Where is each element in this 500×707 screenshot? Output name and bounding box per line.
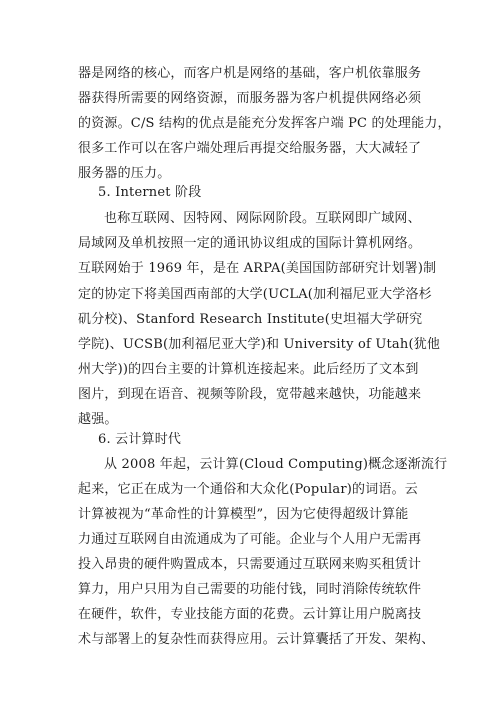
section-heading: 6. 云计算时代	[98, 432, 182, 447]
paragraph-line: 计算被视为“革命性的计算模型”，因为它使得超级计算能	[78, 507, 409, 522]
paragraph-line: 局域网及单机按照一定的通讯协议组成的国际计算机网络。	[78, 236, 422, 251]
paragraph-line: 的资源。C/S 结构的优点是能充分发挥客户端 PC 的处理能力，	[78, 116, 451, 131]
paragraph-line: 术与部署上的复杂性而获得应用。云计算囊括了开发、架构、	[78, 632, 435, 647]
paragraph-line: 器是网络的核心，而客户机是网络的基础，客户机依靠服务	[78, 66, 422, 81]
paragraph-line: 图片，到现在语音、视频等阶段，宽带越来越快，功能越来	[78, 387, 422, 402]
paragraph-line: 越强。	[78, 412, 118, 427]
paragraph-line: 很多工作可以在客户端处理后再提交给服务器，大大减轻了	[78, 141, 422, 156]
paragraph-line: 学院)、UCSB(加利福尼亚大学)和 University of Utah(犹他	[78, 337, 441, 352]
paragraph-line: 互联网始于 1969 年，是在 ARPA(美国国防部研究计划署)制	[78, 261, 437, 276]
paragraph-line: 算力，用户只用为自己需要的功能付钱，同时消除传统软件	[78, 582, 422, 597]
paragraph-line: 州大学))的四台主要的计算机连接起来。此后经历了文本到	[78, 362, 419, 377]
paragraph-line: 在硬件，软件，专业技能方面的花费。云计算让用户脱离技	[78, 607, 422, 622]
paragraph-line: 投入昂贵的硬件购置成本，只需要通过互联网来购买租赁计	[78, 557, 422, 572]
paragraph-line: 定的协定下将美国西南部的大学(UCLA(加利福尼亚大学洛杉	[78, 287, 432, 302]
paragraph-line: 从 2008 年起，云计算(Cloud Computing)概念逐渐流行	[104, 457, 448, 472]
paragraph-line: 也称互联网、因特网、网际网阶段。互联网即广域网、	[104, 211, 421, 226]
paragraph-line: 力通过互联网自由流通成为了可能。企业与个人用户无需再	[78, 532, 422, 547]
paragraph-line: 矶分校)、Stanford Research Institute(史坦福大学研究	[78, 312, 423, 327]
paragraph-line: 器获得所需要的网络资源，而服务器为客户机提供网络必须	[78, 91, 422, 106]
paragraph-line: 起来，它正在成为一个通俗和大众化(Popular)的词语。云	[78, 482, 419, 497]
section-heading: 5. Internet 阶段	[98, 185, 202, 200]
paragraph-line: 服务器的压力。	[78, 166, 171, 181]
